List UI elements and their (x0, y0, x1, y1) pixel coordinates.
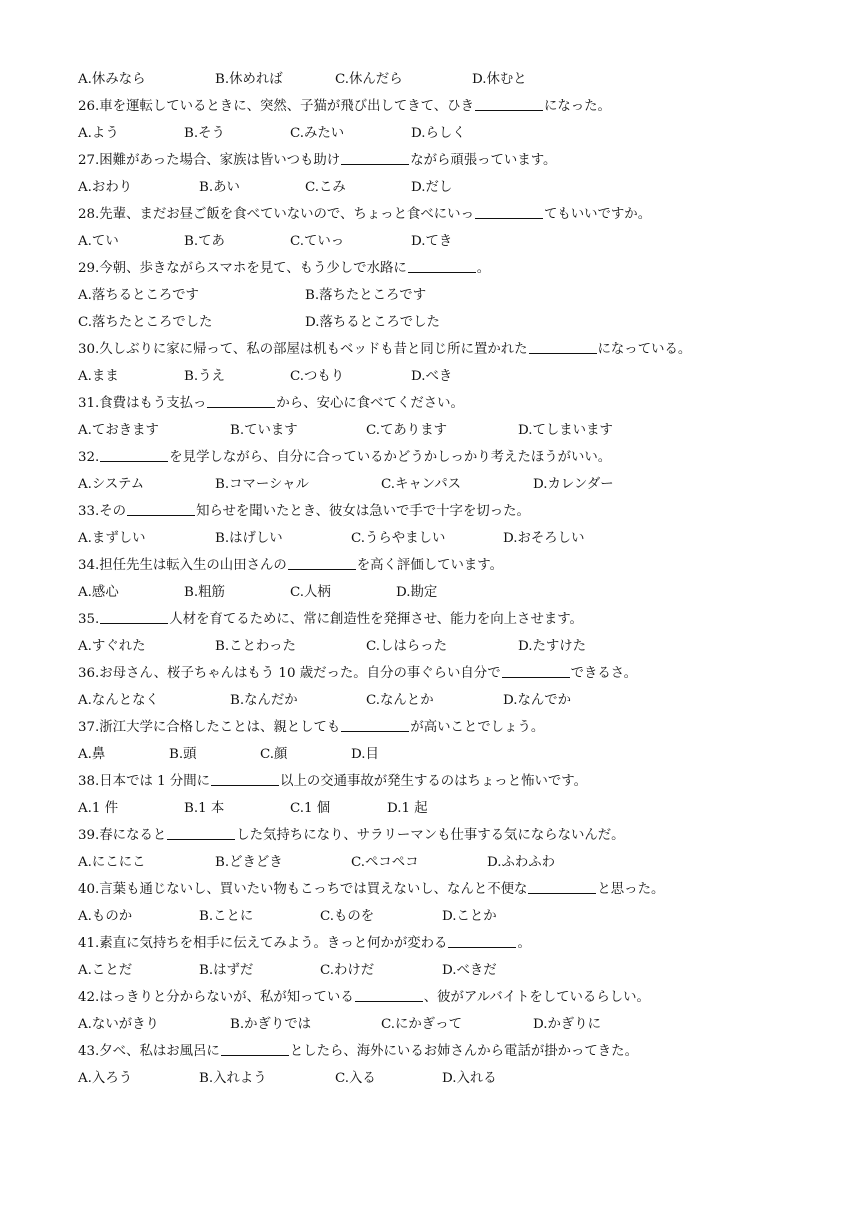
question-text (78, 336, 818, 363)
question-stem: 33.その (78, 504, 127, 519)
answer-option: D.休むと (472, 72, 527, 87)
answer-blank (100, 609, 168, 624)
question-tail: から、安心に食べてください。 (276, 396, 464, 411)
answer-options (78, 795, 818, 822)
answer-blank (221, 1041, 289, 1056)
answer-options (78, 417, 818, 444)
answer-options (78, 1065, 818, 1092)
answer-option: A.おわり (78, 180, 133, 195)
question-tail: 人材を育てるために、常に創造性を発揮させ、能力を向上させます。 (169, 612, 583, 627)
answer-option: B.ことに (199, 909, 254, 924)
answer-options (78, 282, 818, 309)
question-tail: 知らせを聞いたとき、彼女は急いで手で十字を切った。 (196, 504, 530, 519)
question-tail: てもいいですか。 (543, 207, 652, 222)
question-stem: 35. (78, 612, 100, 627)
answer-option: D.カレンダー (533, 477, 614, 492)
answer-option: C.1 個 (290, 801, 331, 816)
question-stem: 37.浙江大学に合格したことは、親としても (78, 720, 341, 735)
question-tail: としたら、海外にいるお姉さんから電話が掛かってきた。 (289, 1044, 638, 1059)
answer-blank (127, 501, 195, 516)
question-text (78, 255, 818, 282)
question-text (78, 876, 818, 903)
answer-option: D.たすけた (518, 639, 587, 654)
question-tail: になっている。 (597, 342, 692, 357)
answer-blank (341, 150, 409, 165)
answer-option: B.休めれば (215, 72, 283, 87)
answer-option: B.うえ (184, 369, 225, 384)
answer-option: C.ペコペコ (351, 855, 419, 870)
answer-option: B.粗筋 (184, 585, 225, 600)
question-tail: 。 (517, 936, 531, 951)
question-tail: と思った。 (597, 882, 665, 897)
question-text (78, 1038, 818, 1065)
answer-option: A.まま (78, 369, 119, 384)
answer-option: D.べきだ (442, 963, 497, 978)
answer-options (78, 633, 818, 660)
question-stem: 32. (78, 450, 100, 465)
answer-option: D.落ちるところでした (305, 315, 440, 330)
answer-options (78, 579, 818, 606)
answer-options (78, 525, 818, 552)
answer-options (78, 957, 818, 984)
question-stem: 28.先輩、まだお昼ご飯を食べていないので、ちょっと食べにいっ (78, 207, 474, 222)
question-stem: 30.久しぶりに家に帰って、私の部屋は机もベッドも昔と同じ所に置かれた (78, 342, 528, 357)
answer-option: C.つもり (290, 369, 345, 384)
answer-option: D.なんでか (503, 693, 572, 708)
question-list (78, 66, 818, 1092)
answer-option: D.かぎりに (533, 1017, 602, 1032)
question-stem: 40.言葉も通じないし、買いたい物もこっちでは買えないし、なんと不便な (78, 882, 528, 897)
answer-option: D.てき (411, 234, 453, 249)
question-stem: 26.車を運転しているときに、突然、子猫が飛び出してきて、ひき (78, 99, 474, 114)
answer-option: A.鼻 (78, 747, 106, 762)
answer-option: C.人柄 (290, 585, 331, 600)
answer-option: A.すぐれた (78, 639, 146, 654)
answer-option: A.入ろう (78, 1071, 133, 1086)
question-text (78, 552, 818, 579)
answer-option: B.はずだ (199, 963, 254, 978)
answer-option: A.まずしい (78, 531, 146, 546)
answer-options (78, 66, 818, 93)
question-stem: 43.夕べ、私はお風呂に (78, 1044, 220, 1059)
answer-option: B.そう (184, 126, 225, 141)
answer-option: D.目 (351, 747, 379, 762)
answer-blank (529, 339, 597, 354)
answer-option: D.おそろしい (503, 531, 585, 546)
question-text (78, 930, 818, 957)
answer-option: A.1 件 (78, 801, 119, 816)
answer-options (78, 228, 818, 255)
answer-option: A.感心 (78, 585, 119, 600)
answer-option: B.あい (199, 180, 240, 195)
answer-blank (211, 771, 279, 786)
answer-options (78, 471, 818, 498)
answer-options (78, 741, 818, 768)
question-stem: 31.食費はもう支払っ (78, 396, 207, 411)
answer-options (78, 309, 818, 336)
question-text (78, 660, 818, 687)
answer-option: D.ことか (442, 909, 497, 924)
answer-option: C.こみ (305, 180, 346, 195)
answer-option: B.落ちたところです (305, 288, 427, 303)
answer-blank (288, 555, 356, 570)
answer-options (78, 174, 818, 201)
answer-option: C.てあります (366, 423, 447, 438)
answer-blank (355, 987, 423, 1002)
question-tail: を高く評価しています。 (356, 558, 503, 573)
question-stem: 42.はっきりと分からないが、私が知っている (78, 990, 354, 1005)
answer-option: C.顔 (260, 747, 288, 762)
question-text (78, 390, 818, 417)
answer-option: B.てあ (184, 234, 225, 249)
question-tail: が高いことでしょう。 (410, 720, 545, 735)
question-tail: 以上の交通事故が発生するのはちょっと怖いです。 (280, 774, 587, 789)
answer-option: B.かぎりでは (230, 1017, 312, 1032)
answer-blank (167, 825, 235, 840)
answer-option: A.ないがきり (78, 1017, 159, 1032)
answer-option: C.なんとか (366, 693, 434, 708)
question-stem: 38.日本では 1 分間に (78, 774, 211, 789)
answer-options (78, 1011, 818, 1038)
question-text (78, 201, 818, 228)
answer-option: D.勘定 (396, 585, 438, 600)
question-text (78, 714, 818, 741)
answer-option: C.ものを (320, 909, 375, 924)
question-tail: 。 (476, 261, 491, 276)
answer-option: C.うらやましい (351, 531, 446, 546)
question-text (78, 606, 818, 633)
answer-options (78, 363, 818, 390)
answer-options (78, 120, 818, 147)
answer-option: A.ておきます (78, 423, 159, 438)
question-text (78, 984, 818, 1011)
question-tail: した気持ちになり、サラリーマンも仕事する気にならないんだ。 (236, 828, 625, 843)
answer-option: B.なんだか (230, 693, 298, 708)
answer-option: C.にかぎって (381, 1017, 462, 1032)
question-tail: 、彼がアルバイトをしているらしい。 (423, 990, 650, 1005)
answer-option: B.ています (230, 423, 298, 438)
answer-blank (475, 96, 543, 111)
answer-option: D.ふわふわ (487, 855, 556, 870)
question-tail: ながら頑張っています。 (410, 153, 557, 168)
question-text (78, 147, 818, 174)
answer-option: A.落ちるところです (78, 288, 199, 303)
answer-option: A.なんとなく (78, 693, 159, 708)
question-tail: できるさ。 (570, 666, 638, 681)
answer-option: B.はげしい (215, 531, 283, 546)
answer-option: C.ていっ (290, 234, 345, 249)
answer-blank (502, 663, 570, 678)
question-text (78, 93, 818, 120)
answer-blank (448, 933, 516, 948)
answer-option: C.しはらった (366, 639, 447, 654)
answer-option: A.てい (78, 234, 119, 249)
question-text (78, 768, 818, 795)
answer-option: D.らしく (411, 126, 466, 141)
answer-option: C.キャンパス (381, 477, 462, 492)
answer-option: D.だし (411, 180, 453, 195)
answer-option: B.コマーシャル (215, 477, 309, 492)
question-stem: 41.素直に気持ちを相手に伝えてみよう。きっと何かが変わる (78, 936, 448, 951)
question-tail: になった。 (543, 99, 611, 114)
question-stem: 36.お母さん、桜子ちゃんはもう 10 歳だった。自分の事ぐらい自分で (78, 666, 501, 681)
question-text (78, 822, 818, 849)
answer-options (78, 687, 818, 714)
answer-option: B.どきどき (215, 855, 283, 870)
answer-option: C.落ちたところでした (78, 315, 213, 330)
question-stem: 27.困難があった場合、家族は皆いつも助け (78, 153, 341, 168)
answer-options (78, 903, 818, 930)
answer-blank (408, 258, 476, 273)
answer-option: B.1 本 (184, 801, 225, 816)
answer-option: D.てしまいます (518, 423, 613, 438)
question-stem: 39.春になると (78, 828, 167, 843)
answer-blank (100, 447, 168, 462)
question-stem: 34.担任先生は転入生の山田さんの (78, 558, 287, 573)
answer-options (78, 849, 818, 876)
answer-blank (528, 879, 596, 894)
answer-option: B.頭 (169, 747, 197, 762)
question-stem: 29.今朝、歩きながらスマホを見て、もう少しで水路に (78, 261, 407, 276)
answer-option: C.入る (335, 1071, 376, 1086)
answer-option: C.みたい (290, 126, 345, 141)
answer-blank (207, 393, 275, 408)
answer-option: D.べき (411, 369, 453, 384)
answer-option: D.1 起 (387, 801, 428, 816)
answer-option: A.システム (78, 477, 145, 492)
answer-option: A.ものか (78, 909, 133, 924)
question-text (78, 498, 818, 525)
answer-blank (341, 717, 409, 732)
answer-option: A.よう (78, 126, 119, 141)
answer-option: B.入れよう (199, 1071, 267, 1086)
answer-option: A.休みなら (78, 72, 146, 87)
answer-option: C.わけだ (320, 963, 375, 978)
answer-option: D.入れる (442, 1071, 497, 1086)
answer-option: A.にこにこ (78, 855, 146, 870)
question-text (78, 444, 818, 471)
answer-option: C.休んだら (335, 72, 403, 87)
question-tail: を見学しながら、自分に合っているかどうかしっかり考えたほうがいい。 (169, 450, 612, 465)
answer-blank (475, 204, 543, 219)
answer-option: A.ことだ (78, 963, 133, 978)
answer-option: B.ことわった (215, 639, 296, 654)
